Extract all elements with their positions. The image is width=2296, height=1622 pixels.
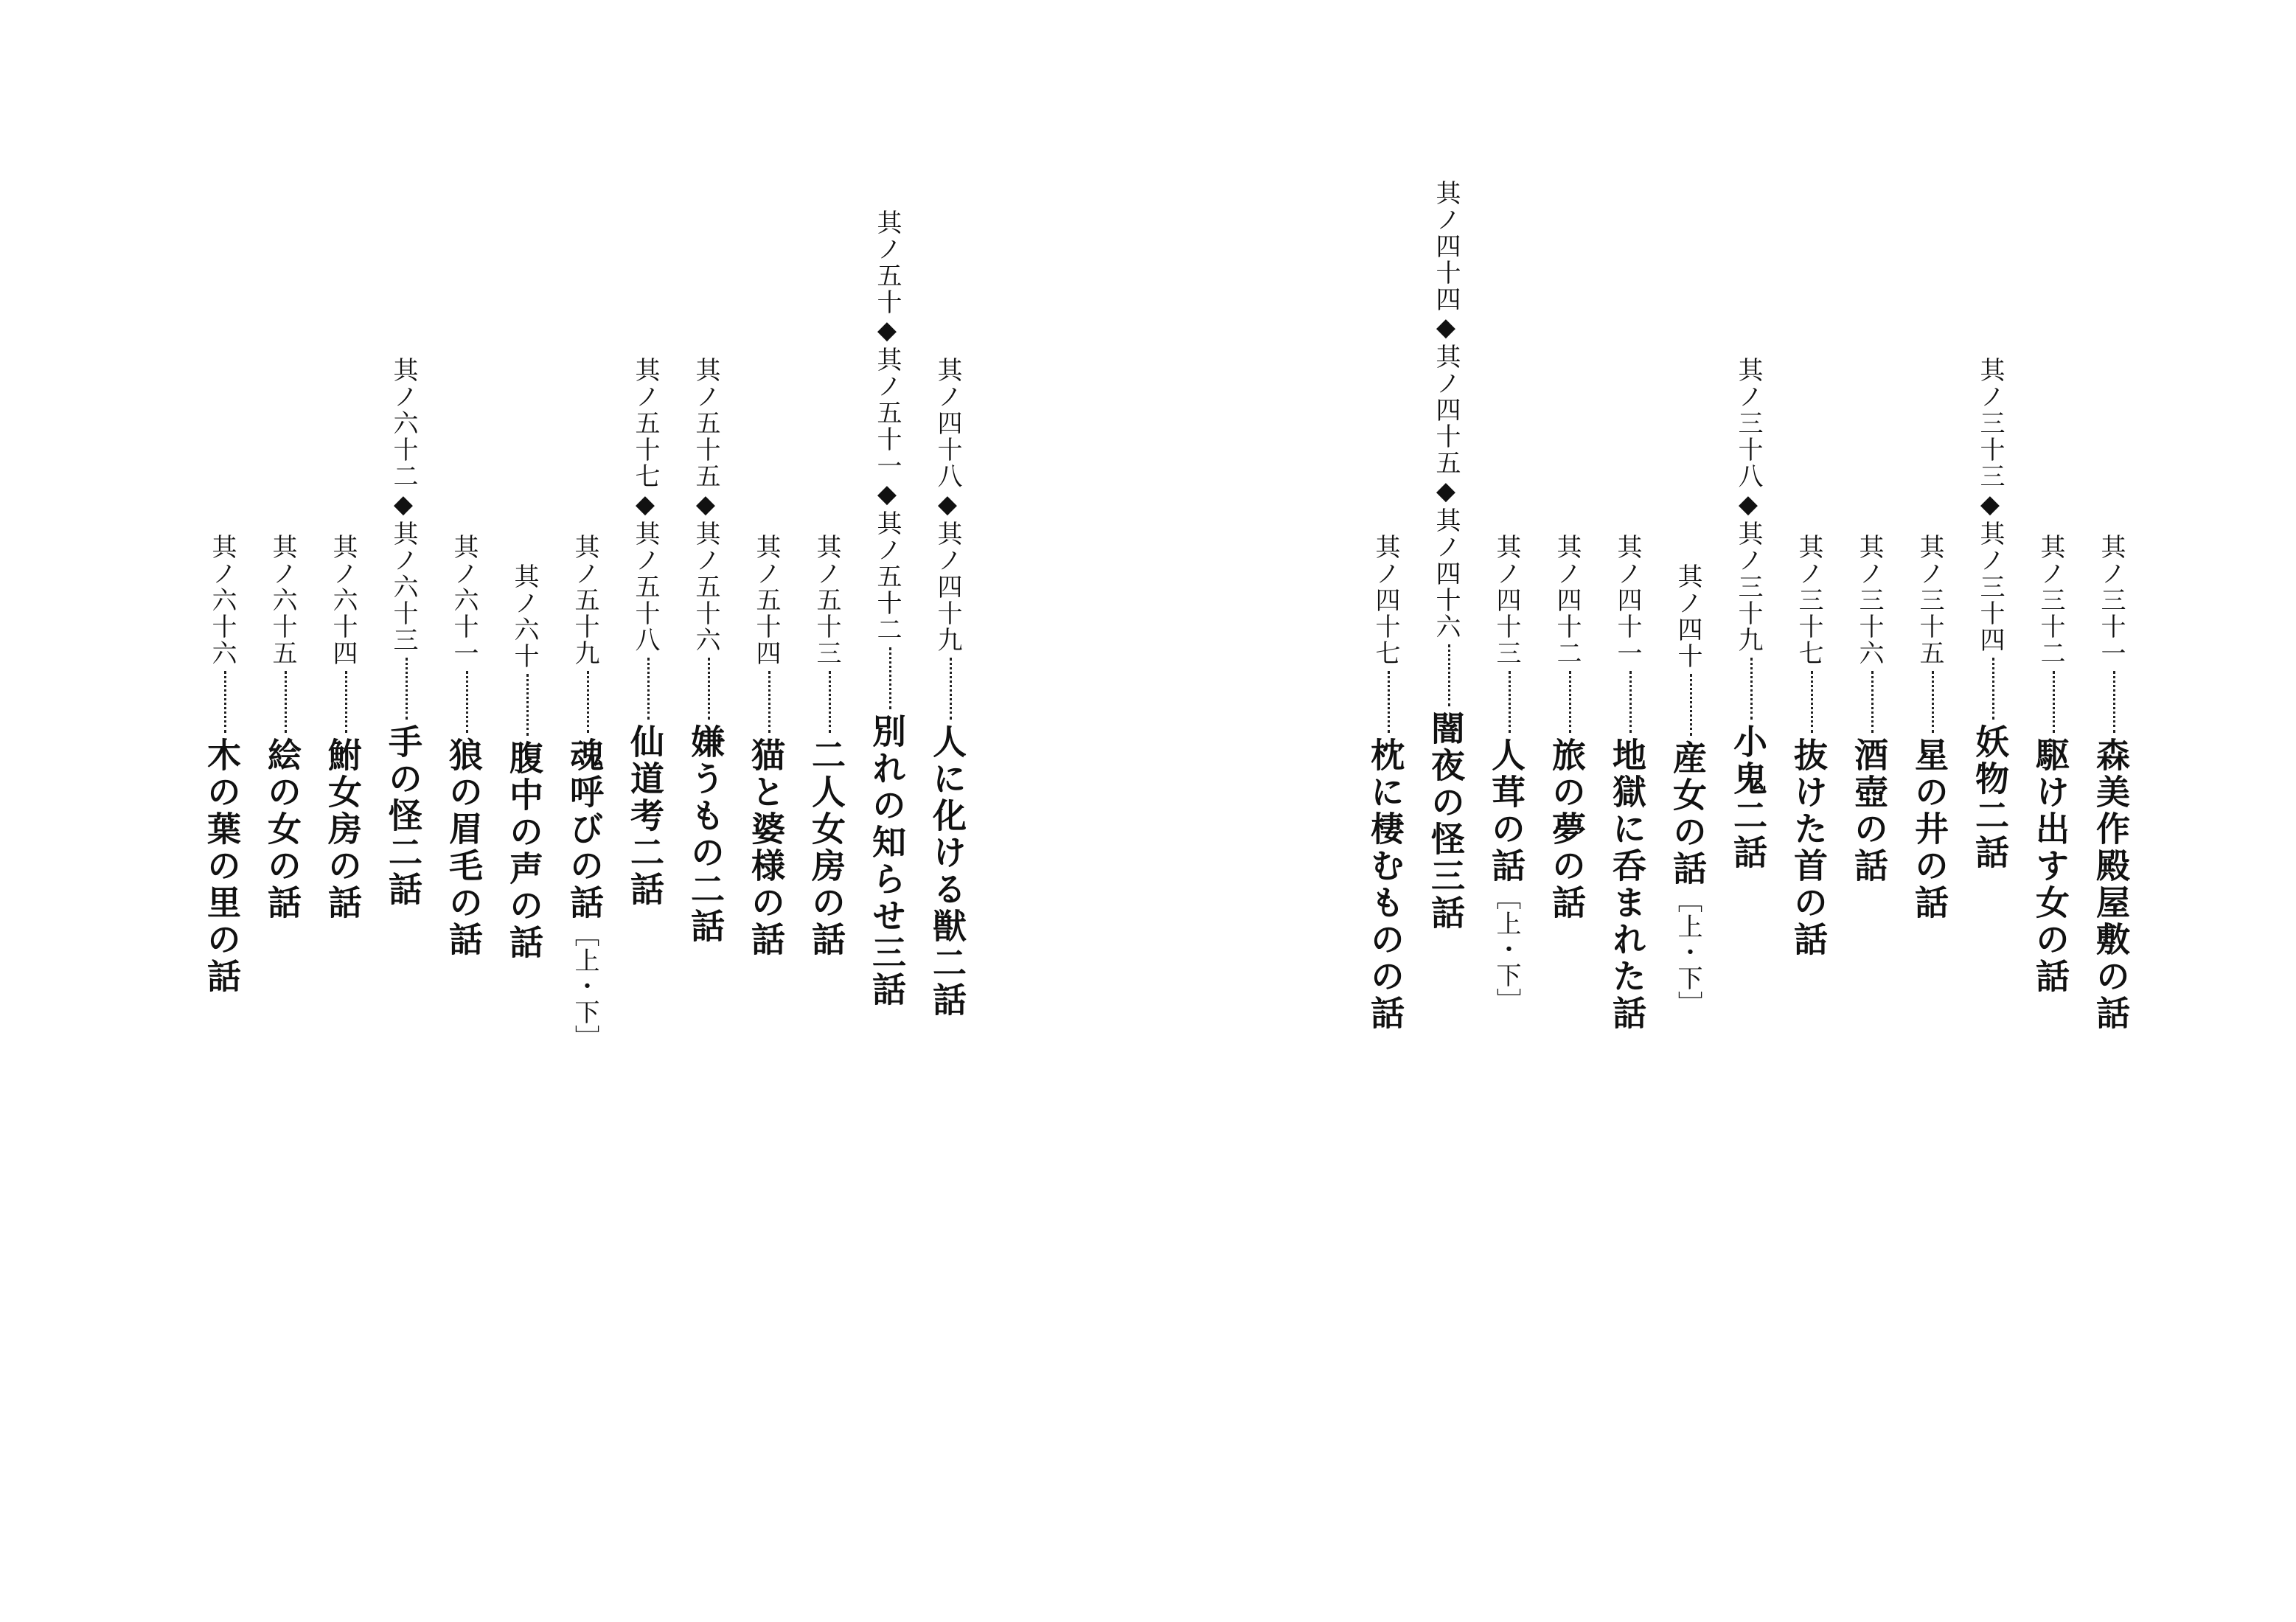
chapter-number: 其ノ三十一	[2096, 534, 2126, 666]
chapter-title: 人に化ける獣二話	[928, 724, 967, 1019]
chapter-title: 星の井の話	[1910, 737, 1949, 922]
leader-dots	[345, 671, 347, 733]
right-page-entry[interactable]	[1789, 534, 1829, 958]
chapter-number: 其ノ六十五	[268, 534, 297, 666]
chapter-number: 其ノ四十一	[1613, 534, 1642, 666]
chapter-number: 其ノ六十一	[449, 534, 479, 666]
leader-dots	[285, 671, 287, 733]
chapter-title: 別れの知らせ三話	[867, 714, 907, 1009]
chapter-number: 其ノ五十七◆其ノ五十八	[630, 357, 660, 653]
leader-dots	[829, 671, 831, 733]
left-page-entry[interactable]	[383, 357, 423, 908]
chapter-number: 其ノ五十◆其ノ五十一◆其ノ五十二	[872, 209, 902, 643]
chapter-number: 其ノ五十五◆其ノ五十六	[691, 357, 720, 653]
chapter-title: 絵の女の話	[262, 737, 302, 922]
chapter-number: 其ノ四十三	[1492, 534, 1521, 666]
leader-dots	[1509, 671, 1511, 733]
right-page	[1148, 0, 2296, 1622]
left-page-entry[interactable]	[686, 357, 726, 945]
left-page-entry[interactable]	[928, 357, 967, 1019]
chapter-title: 猫と婆様の話	[746, 737, 786, 958]
part-bracket: ［上・下］	[1492, 885, 1521, 1014]
chapter-title: 抜けた首の話	[1789, 737, 1829, 958]
chapter-title: 小鬼二話	[1728, 724, 1768, 871]
chapter-title: 森美作殿屋敷の話	[2091, 737, 2131, 1032]
chapter-title: 魂呼びの話	[565, 737, 605, 922]
leader-dots	[406, 658, 408, 720]
left-page-entry[interactable]	[807, 534, 846, 958]
chapter-title: 地獄に呑まれた話	[1607, 737, 1647, 1032]
chapter-title: 妖物二話	[1970, 724, 2010, 871]
leader-dots	[526, 674, 529, 736]
leader-dots	[889, 647, 891, 709]
right-page-entry[interactable]	[1849, 534, 1889, 885]
right-page-entry[interactable]	[2091, 534, 2131, 1032]
chapter-title: 手の怪二話	[383, 724, 423, 908]
chapter-title: 駆け出す女の話	[2031, 737, 2070, 995]
leader-dots	[1569, 671, 1571, 733]
chapter-number: 其ノ五十九	[570, 534, 599, 666]
leader-dots	[708, 658, 710, 720]
chapter-number: 其ノ三十二	[2036, 534, 2065, 666]
chapter-number: 其ノ三十七	[1794, 534, 1823, 666]
right-page-entry[interactable]	[1426, 180, 1466, 932]
chapter-number: 其ノ三十八◆其ノ三十九	[1733, 357, 1763, 653]
right-page-entry[interactable]	[1668, 563, 1708, 1017]
chapter-number: 其ノ三十五	[1915, 534, 1944, 666]
chapter-number: 其ノ四十四◆其ノ四十五◆其ノ四十六	[1431, 180, 1461, 640]
left-page-entry[interactable]	[565, 534, 605, 1051]
chapter-number: 其ノ六十二◆其ノ六十三	[389, 357, 418, 653]
chapter-title: 酒壺の話	[1849, 737, 1889, 885]
leader-dots	[1388, 671, 1390, 733]
chapter-number: 其ノ五十三	[812, 534, 841, 666]
left-page-entry[interactable]	[262, 534, 302, 922]
leader-dots	[1629, 671, 1632, 733]
chapter-number: 其ノ六十四	[328, 534, 358, 666]
right-page-entry[interactable]	[1366, 534, 1405, 1032]
chapter-title: 旅の夢の話	[1547, 737, 1587, 922]
chapter-number: 其ノ四十七	[1371, 534, 1400, 666]
chapter-number: 其ノ六十	[509, 563, 539, 669]
chapter-title: 狼の眉毛の話	[444, 737, 484, 958]
chapter-title: 嫌うもの二話	[686, 724, 726, 945]
right-page-entry[interactable]	[1547, 534, 1587, 922]
part-bracket: ［上・下］	[1673, 888, 1702, 1017]
left-page-entry[interactable]	[202, 534, 242, 995]
leader-dots	[1690, 674, 1692, 736]
chapter-title: 枕に棲むものの話	[1366, 737, 1405, 1032]
left-page-entry[interactable]	[444, 534, 484, 958]
chapter-title: 人茸の話	[1486, 737, 1526, 885]
chapter-number: 其ノ六十六	[207, 534, 237, 666]
chapter-title: 木の葉の里の話	[202, 737, 242, 995]
leader-dots	[1811, 671, 1813, 733]
chapter-title: 鮒女房の話	[323, 737, 363, 922]
chapter-number: 其ノ四十二	[1552, 534, 1582, 666]
leader-dots	[950, 658, 952, 720]
right-page-entry[interactable]	[1607, 534, 1647, 1032]
right-page-entry[interactable]	[1910, 534, 1949, 922]
chapter-title: 腹中の声の話	[504, 740, 544, 961]
leader-dots	[224, 671, 226, 733]
chapter-title: 仙道考二話	[625, 724, 665, 908]
leader-dots	[587, 671, 589, 733]
leader-dots	[2053, 671, 2055, 733]
leader-dots	[466, 671, 468, 733]
part-bracket: ［上・下］	[570, 922, 599, 1051]
leader-dots	[1932, 671, 1934, 733]
leader-dots	[1750, 658, 1753, 720]
leader-dots	[1871, 671, 1874, 733]
left-page-entry[interactable]	[323, 534, 363, 922]
chapter-number: 其ノ三十三◆其ノ三十四	[1975, 357, 2005, 653]
right-page-entry[interactable]	[2031, 534, 2070, 995]
chapter-number: 其ノ五十四	[751, 534, 781, 666]
right-page-entry[interactable]	[1728, 357, 1768, 871]
leader-dots	[647, 658, 650, 720]
chapter-title: 二人女房の話	[807, 737, 846, 958]
chapter-title: 産女の話	[1668, 740, 1708, 888]
leader-dots	[1448, 644, 1450, 706]
left-page-entry[interactable]	[746, 534, 786, 958]
left-page-entry[interactable]	[504, 563, 544, 961]
chapter-number: 其ノ四十	[1673, 563, 1702, 669]
leader-dots	[1992, 658, 1994, 720]
right-page-entry[interactable]	[1486, 534, 1526, 1014]
chapter-title: 闇夜の怪三話	[1426, 711, 1466, 932]
chapter-number: 其ノ三十六	[1854, 534, 1884, 666]
leader-dots	[2113, 671, 2115, 733]
left-page-entry[interactable]	[867, 209, 907, 1009]
left-page-entry[interactable]	[625, 357, 665, 908]
chapter-number: 其ノ四十八◆其ノ四十九	[933, 357, 962, 653]
leader-dots	[768, 671, 770, 733]
right-page-entry[interactable]	[1970, 357, 2010, 871]
